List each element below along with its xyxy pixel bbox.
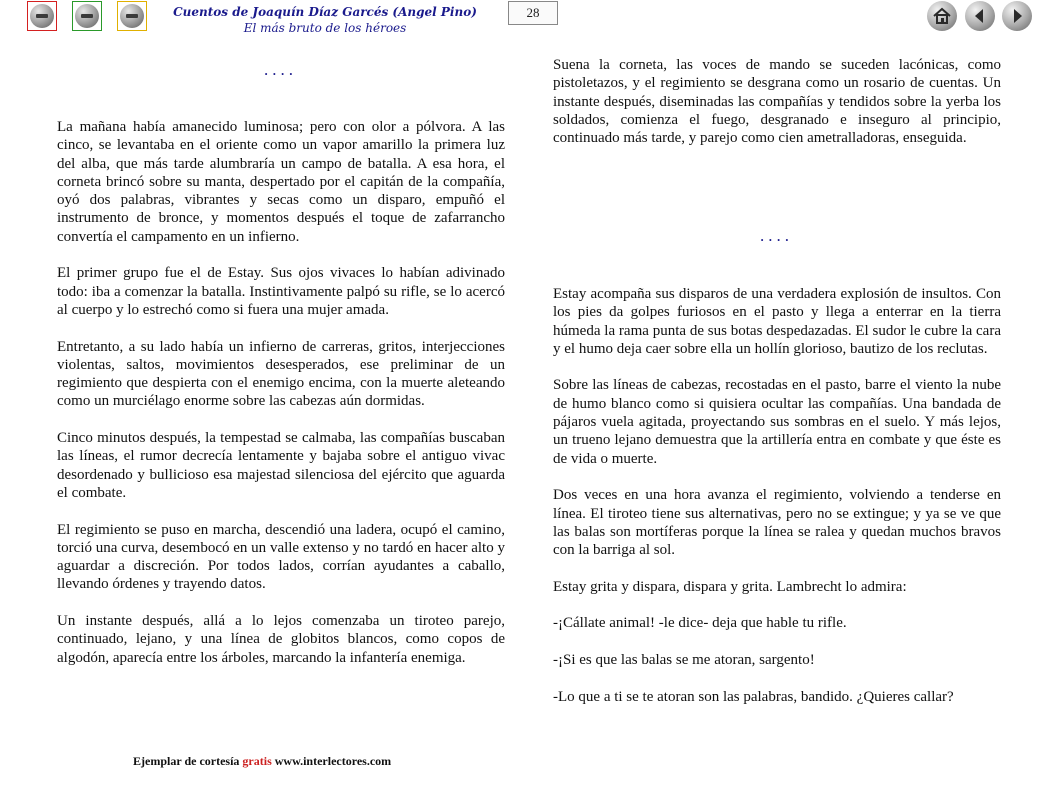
paragraph: -Lo que a ti se te atoran son las palabras, bandido. ¿Quieres callar? [553,688,954,705]
minus-icon [120,4,144,28]
minimize-button-yellow[interactable] [117,1,147,31]
paragraph: Estay acompaña sus disparos de una verdadera explosión de insultos. Con los pies da golpes furiosos en el pasto y llega a enterrar en la tierra húmeda la rama punta de sus botas despedazadas. El sudor le cubre la cara y el humo deja caer sobre ella un hollín glorioso, bautizo de los reclutas. [553,286,1001,357]
book-title: Cuentos de Joaquín Díaz Garcés (Angel Pino) [173,5,477,19]
footer-prefix: Ejemplar de cortesía [133,754,240,768]
arrow-right-icon [1007,6,1027,26]
minus-icon [75,4,99,28]
paragraph: -¡Si es que las balas se me atoran, sargento! [553,651,815,668]
back-button[interactable] [965,1,995,31]
paragraph: Suena la corneta, las voces de mando se suceden lacónicas, como pistoletazos, y el regimiento se desgrana como un rosario de cuentas. Un instante después, diseminadas las compañías y tendidos sobre la yerba los soldados, comienza el fuego, desgranado e inseguro al principio, continuado más tarde, y parejo como cien ametralladoras, enseguida. [553,57,1001,147]
story-title: El más bruto de los héroes [243,21,407,35]
paragraph: -¡Cállate animal! -le dice- deja que hable tu rifle. [553,615,847,632]
paragraph: Dos veces en una hora avanza el regimiento, volviendo a tenderse en línea. El tiroteo tiene sus alternativas, pero no se extingue; y ya se ve que las balas son mortíferas porque la línea se ralea y quedan muchos bravos con la barriga al sol. [553,487,1001,559]
section-separator: .... [264,60,297,79]
right-column-bottom [553,285,1001,724]
paragraph: Cinco minutos después, la tempestad se calmaba, las compañías buscaban las líneas, el rumor decrecía lentamente y bajaba sobre el antiguo vivac desordenado y bullicioso esa majestad silenciosa del ejército que aguarda el combate. [57,430,505,501]
left-column [57,118,505,685]
arrow-left-icon [970,6,990,26]
paragraph: El regimiento se puso en marcha, descendió una ladera, ocupó el camino, torció una curva, desembocó en un valle extenso y no tardó en hacer alto y aguardar a discreción. Por todos lados, corrían ayudantes a caballo, llevando órdenes y trayendo datos. [57,521,505,593]
right-column-top [553,56,1001,166]
paragraph: Entretanto, a su lado había un infierno de carreras, gritos, interjecciones violentas, saltos, movimientos desesperados, ese preliminar de un regimiento que despierta con el enemigo encima, con la muerte aleteando como un murciélago enorme sobre las cabezas aún dormidas. [57,338,505,410]
minimize-button-green[interactable] [72,1,102,31]
paragraph: Estay grita y dispara, dispara y grita. Lambrecht lo admira: [553,578,907,595]
home-button[interactable] [927,1,957,31]
page-number: 28 [508,1,558,25]
footer-site-link[interactable]: www.interlectores.com [274,754,392,768]
footer-gratis: gratis [242,754,272,768]
paragraph: La mañana había amanecido luminosa; pero con olor a pólvora. A las cinco, se levantaba en el oriente como un vapor amarillo la primera luz del alba, que más tarde alumbraría un campo de batalla. A esa hora, el corneta brincó sobre su manta, despertado por el capitán de la compañía, oyó dos palabras, vibrantes y secas como un disparo, empuñó el instrumento de bronce, y momentos después el toque de zafarrancho convertía el campamento en un infierno. [57,119,505,245]
paragraph: Un instante después, allá a lo lejos comenzaba un tiroteo parejo, continuado, lejano, y una línea de globitos blancos, como copos de algodón, aparecía entre los árboles, marcando la infantería enemiga. [57,613,505,666]
minus-icon [30,4,54,28]
paragraph: Sobre las líneas de cabezas, recostadas en el pasto, barre el viento la nube de humo blanco como si quisiera ocultar las compañías. Una bandada de pájaros vuela agitada, proyectando sus sombras en el suelo. Y más lejos, un trueno lejano demuestra que la artillería entra en combate y que éste es de vida o muerte. [553,377,1001,467]
paragraph: El primer grupo fue el de Estay. Sus ojos vivaces lo habían adivinado todo: iba a comenzar la batalla. Instintivamente palpó su rifle, se lo acercó al cuerpo y lo estrechó como si fuera una mujer amada. [57,265,505,318]
section-separator: .... [760,226,793,245]
footer [133,754,391,769]
forward-button[interactable] [1002,1,1032,31]
minimize-button-red[interactable] [27,1,57,31]
home-icon [932,6,952,26]
